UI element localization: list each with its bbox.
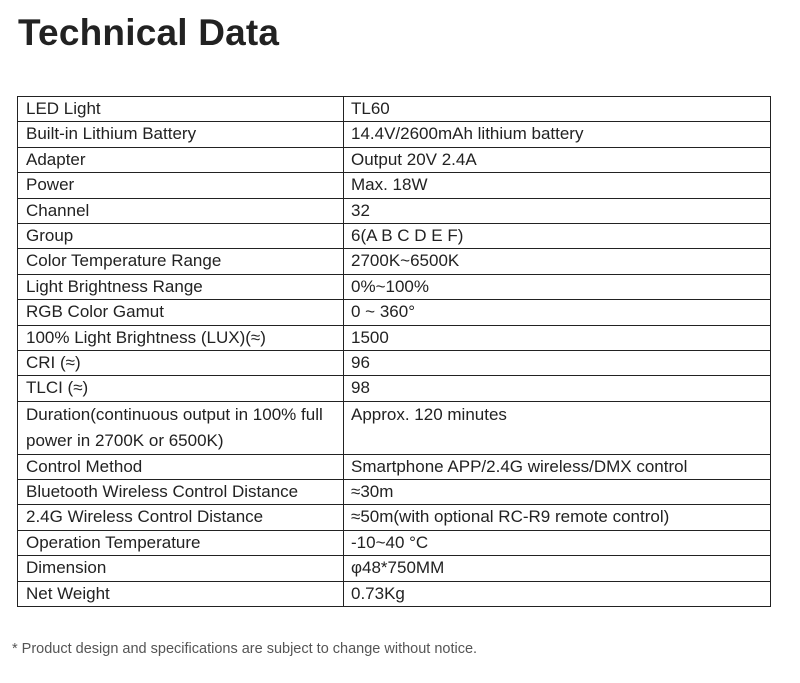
spec-value: 0%~100%: [344, 274, 771, 299]
disclaimer-note: * Product design and specifications are subject to change without notice.: [12, 641, 478, 657]
spec-value: Smartphone APP/2.4G wireless/DMX control: [344, 454, 771, 479]
spec-value: 14.4V/2600mAh lithium battery: [344, 122, 771, 147]
spec-table: [17, 96, 771, 607]
spec-label: Duration(continuous output in 100% full power in 2700K or 6500K): [18, 401, 344, 454]
spec-value: ≈50m(with optional RC-R9 remote control): [344, 505, 771, 530]
table-row: [18, 300, 771, 325]
table-row: [18, 480, 771, 505]
spec-value: 6(A B C D E F): [344, 223, 771, 248]
spec-label: CRI (≈): [18, 350, 344, 375]
spec-label: LED Light: [18, 97, 344, 122]
spec-label: Channel: [18, 198, 344, 223]
spec-label: Bluetooth Wireless Control Distance: [18, 480, 344, 505]
spec-value: Approx. 120 minutes: [344, 401, 771, 454]
spec-value: -10~40 °C: [344, 530, 771, 555]
spec-value: 0 ~ 360°: [344, 300, 771, 325]
spec-label: Control Method: [18, 454, 344, 479]
spec-label: Net Weight: [18, 581, 344, 606]
spec-value: ≈30m: [344, 480, 771, 505]
spec-label: 100% Light Brightness (LUX)(≈): [18, 325, 344, 350]
spec-label: Group: [18, 223, 344, 248]
table-row: [18, 274, 771, 299]
spec-label: Power: [18, 173, 344, 198]
table-row: [18, 581, 771, 606]
spec-value: Output 20V 2.4A: [344, 147, 771, 172]
page-title: Technical Data: [18, 12, 280, 53]
spec-value: TL60: [344, 97, 771, 122]
table-row: [18, 122, 771, 147]
spec-value: φ48*750MM: [344, 556, 771, 581]
table-row: [18, 556, 771, 581]
table-row: [18, 147, 771, 172]
spec-label: Built-in Lithium Battery: [18, 122, 344, 147]
spec-value: 0.73Kg: [344, 581, 771, 606]
table-row: [18, 249, 771, 274]
spec-label: Light Brightness Range: [18, 274, 344, 299]
table-row: [18, 325, 771, 350]
spec-label: TLCI (≈): [18, 376, 344, 401]
table-row: [18, 376, 771, 401]
table-row: [18, 198, 771, 223]
spec-label: 2.4G Wireless Control Distance: [18, 505, 344, 530]
table-row: [18, 530, 771, 555]
spec-value: 2700K~6500K: [344, 249, 771, 274]
spec-value: 98: [344, 376, 771, 401]
spec-label: Operation Temperature: [18, 530, 344, 555]
table-row: [18, 454, 771, 479]
table-row: [18, 173, 771, 198]
spec-label: Adapter: [18, 147, 344, 172]
spec-value: 96: [344, 350, 771, 375]
spec-value: 1500: [344, 325, 771, 350]
spec-value: 32: [344, 198, 771, 223]
spec-label: Dimension: [18, 556, 344, 581]
table-row: [18, 97, 771, 122]
table-row: [18, 350, 771, 375]
spec-label: RGB Color Gamut: [18, 300, 344, 325]
table-row: [18, 505, 771, 530]
spec-label: Color Temperature Range: [18, 249, 344, 274]
table-row: [18, 401, 771, 454]
spec-value: Max. 18W: [344, 173, 771, 198]
table-row: [18, 223, 771, 248]
